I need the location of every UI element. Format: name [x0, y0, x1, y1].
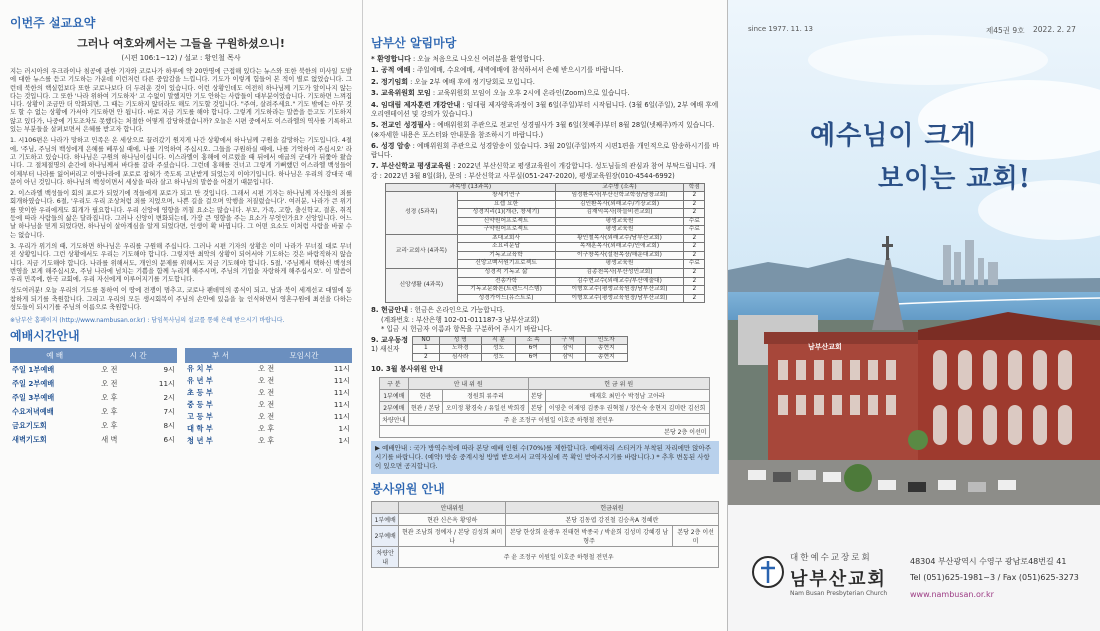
col-header: 헌금위원	[505, 501, 718, 513]
course-name: 기독교문화론(트렌드시스템)	[457, 286, 555, 295]
schedule-row	[10, 391, 177, 405]
schedule-cell: 초 등 부	[187, 388, 213, 398]
member-cell: 노하경	[439, 345, 481, 354]
volunteer-header: 봉사위원 안내	[371, 481, 445, 496]
member-cell: 성도	[481, 353, 516, 362]
schedule-cell: 오 후	[101, 407, 118, 417]
issue-number: 제45권 9호	[986, 26, 1025, 35]
notice-text: : 임대림 제자양육과정이 3월 6일(주일)부터 시작됩니다. (3월 6일(주일), 2부 예배 후에 오리엔테이션 및 강의가 있습니다.)	[371, 100, 719, 119]
volunteer-guides: 현관 조남희 정예자 / 본당 김성희 최미나	[399, 525, 506, 546]
worship-table	[10, 348, 177, 447]
course-credit: 2	[684, 234, 705, 243]
notice-item	[371, 78, 719, 87]
notice-num: 7. 부산신학교 평생교육원	[371, 162, 452, 171]
volunteer-row	[372, 513, 719, 525]
volunteer-extra: 본당 2층 이선미	[673, 525, 719, 546]
schedule-cell: 오 후	[258, 436, 275, 446]
course-group: 성경 (5과목)	[386, 192, 458, 235]
service-row	[380, 413, 710, 425]
footer-bg	[728, 505, 1100, 631]
col-header: NO	[413, 336, 440, 345]
course-name: 성경가이드(유스트로)	[457, 294, 555, 303]
schedule-cell: 수요저녁예배	[12, 407, 54, 417]
sermon-title: 그러나 여호와께서는 그들을 구원하셨으니!	[77, 37, 285, 50]
volunteer-service: 차량안내	[372, 546, 399, 567]
course-row	[386, 269, 705, 278]
course-name: 성경지리(1)(개관, 창세기)	[457, 209, 555, 218]
col-header: 교수명 (소속)	[555, 183, 684, 192]
issue-date: 2022. 2. 27	[1033, 25, 1076, 34]
volunteer-drivers: 주 윤 조정구 이원일 이호준 하형철 전민우	[399, 546, 719, 567]
service-cell: 주 윤 조정구 이원일 이호준 하형철 전민우	[408, 413, 709, 425]
schedule-cell: 오 전	[258, 388, 275, 398]
schedule-cell: 1시	[338, 436, 350, 446]
schedule-cell: 오 전	[258, 364, 275, 374]
schedule-cell: 오 전	[258, 412, 275, 422]
col-header: 인도자	[585, 336, 627, 345]
phone-fax: Tel (051)625-1981~3 / Fax (051)625-3273	[910, 573, 1079, 582]
service-cell: 1부예배	[380, 389, 409, 401]
cover-page	[727, 0, 1100, 631]
offering-notice	[371, 306, 719, 334]
since-date: since 1977. 11. 13	[748, 25, 813, 33]
course-professor: 평생교육원	[555, 226, 684, 235]
notice-num: 1. 공적 예배	[371, 66, 411, 75]
member-cell: 6여	[516, 345, 551, 354]
course-name: 초대교회사	[457, 234, 555, 243]
col-header: 학점	[684, 183, 705, 192]
notice-num: 8. 현금안내	[371, 306, 409, 315]
course-professor: 황인철목사(외래교수/남부산교회)	[555, 234, 684, 243]
schedule-row	[185, 411, 352, 423]
worship-header: 예배시간안내	[10, 329, 80, 344]
worship-announcement: ▶ 예배안내 : 국가 방역수칙에 따라 본당 예배 인원 수(70%)를 제한합니다. 예배자리 스티커가 부착된 자리에만 앉아주시기를 바랍니다. (예약) 방송 중계시청 방법 받으셔서 교역자실에 꼭 확인 받아주시기를 바랍니다.) * 추후 변동된 사항이 있으면 공지합니다.	[371, 441, 719, 474]
sermon-paragraph: 성도여러분! 오늘 우리의 기도를 통하여 이 땅에 전쟁이 멈추고, 코로나 팬데믹의 종식이 되고, 남과 북이 세계선교 대열에 동참하게 되기를 축원합니다. 그리고 우리의 모든 생시회복이 주님의 손안에 있음을 늘 인식하면서 영혼구원에 최선을 다하는 성도들이 되시기를 주님의 이름으로 축원합니다.	[10, 287, 352, 312]
service-extra: 본당 2층 이선미	[380, 425, 710, 437]
schedule-cell: 11시	[158, 379, 175, 389]
church-name: 남부산교회	[790, 569, 887, 590]
col-header: 직 분	[481, 336, 516, 345]
col-header: 안 내 위 원	[408, 377, 528, 389]
member-cell: 2	[413, 353, 440, 362]
homepage-note: ※남부산 홈페이지 (http://www.nambusan.or.kr) : 담임목사님의 설교를 통해 은혜 받으시기 바랍니다.	[10, 317, 285, 325]
schedule-cell: 1시	[338, 424, 350, 434]
member-cell: 삼익	[551, 345, 586, 354]
service-cell: 현관 / 본당	[408, 401, 443, 413]
schedule-cell: 주일 2부예배	[12, 379, 55, 389]
schedule-row	[185, 399, 352, 411]
course-credit: 2	[684, 286, 705, 295]
volunteer-row	[372, 546, 719, 567]
member-row	[413, 353, 628, 362]
schedule-row	[10, 419, 177, 433]
schedule-cell: 청 년 부	[187, 436, 213, 446]
notice-item	[371, 101, 719, 119]
sermon-paragraph: 3. 우리가 위기의 때, 기도하면 하나님은 우리를 구원해 주십니다. 그러나 시편 기자의 상황은 이미 나라가 무너질 대로 무너진 상황입니다. 그런 상황에서도 우리는 기도해야 합니다. 그렇지만 최악의 상황이 되어서야 기도하는 것은 바람직하지 않습니다. 지금 기도해야 합니다. 나라를 위해서도, 개인의 문제를 위해서도 지금 기도해야 합니다. 5절, '주님께서 택하신 백성의 번영을 보게 해주십시오, 주님 나라에 넘치는 기쁨을 함께 누리게 해주시며, 주님의 기업을 자랑하게 해주십시오'. 이 말씀이 우리 민족에, 한국 교회에, 우리 자신에게 이루어지기를 기도합니다.	[10, 242, 352, 284]
course-credit: 2	[684, 192, 705, 201]
volunteer-table	[379, 377, 710, 438]
service-cell: 정원희 류주리	[443, 389, 529, 401]
notice-text: : 오늘 처음으로 나오신 여러분을 환영합니다.	[410, 55, 545, 63]
member-news-label: 9. 교우동정 1) 새신자	[371, 335, 409, 354]
schedule-cell: 오 후	[258, 424, 275, 434]
col-header: 예 배	[10, 348, 99, 363]
cloud	[808, 35, 1048, 85]
course-name: 신약원어프로젝트	[457, 217, 555, 226]
schedule-row	[185, 375, 352, 387]
notice-text: : 2022년 부산신학교 평생교육원이 개강합니다. 성도님들의 관심과 참여 부탁드립니다. 개강 : 2022년 3월 8일(화), 문의 : 부산신학교 사무실(051-247-2020), 평생교육원장(010-4544-6992)	[371, 162, 716, 180]
schedule-row	[185, 423, 352, 435]
notice-text: : 헌금은 온라인으로 가능합니다.	[408, 306, 505, 315]
schedule-cell: 유 년 부	[187, 376, 213, 386]
service-cell: 본당	[528, 401, 545, 413]
course-professor: 목재훈목사(외래교수/인애교회)	[555, 243, 684, 252]
notice-item	[371, 142, 719, 160]
notice-text: : 주일예배, 수요예배, 새벽예배에 참석하셔서 은혜 받으시기를 바랍니다.	[410, 66, 624, 75]
schedule-row	[10, 363, 177, 377]
notice-item	[371, 89, 719, 98]
sermon-subtitle: (시편 106:1~12) / 설교 : 황인철 목사	[121, 54, 241, 62]
service-cell: 배재호 최민수 박정남 고아라	[545, 389, 709, 401]
course-credit: 2	[684, 269, 705, 278]
member-cell: 심사라	[439, 353, 481, 362]
course-name: 성경적 기독교 삶	[457, 269, 555, 278]
service-cell: 차량안내	[380, 413, 409, 425]
course-group: 교리·교회사 (4과목)	[386, 234, 458, 268]
col-header: 헌 금 위 원	[528, 377, 709, 389]
schedule-cell: 오 전	[101, 379, 118, 389]
notice-text: : 예배위원회 주관으로 성경암송이 있습니다. 3월 20일(주일)까지 시편1편을 개인적으로 암송하시기를 바랍니다.	[371, 141, 719, 160]
building-sign: 남부산교회	[808, 343, 842, 351]
account-number: (계좌번호 : 부산은행 102-01-011187-3 남부산교회)	[381, 315, 540, 324]
course-group: 신앙생활 (4과목)	[386, 269, 458, 303]
schedule-cell: 11시	[333, 364, 350, 374]
schedule-cell: 고 등 부	[187, 412, 213, 422]
volunteer-offering: 본당 한상희 윤광우 진태현 박종국 / 박윤희 김성미 강혜경 남형주	[505, 525, 672, 546]
schedule-cell: 11시	[333, 376, 350, 386]
schedule-cell: 7시	[163, 407, 175, 417]
col-header: 모임시간	[256, 348, 352, 363]
notice-item	[371, 162, 719, 180]
notice-text: : 교육위원회 모임이 오늘 오후 2시에 온라인(Zoom)으로 있습니다.	[430, 89, 630, 98]
schedule-cell: 대 학 부	[187, 424, 213, 434]
member-cell: 송현지	[585, 353, 627, 362]
schedule-cell: 9시	[163, 365, 175, 375]
notice-num: 6. 성경 암송	[371, 141, 411, 150]
tree	[908, 430, 928, 450]
course-table	[385, 183, 705, 303]
notice-text: : 오늘 2부 예배 후에 정기당회로 모입니다.	[408, 77, 535, 86]
schedule-cell: 6시	[163, 435, 175, 445]
notice-text: * 입금 시 헌금자 이름과 항목을 구분하여 주시기 바랍니다.	[381, 324, 553, 333]
schedule-cell: 오 후	[101, 421, 118, 431]
course-professor: 김인환목사(외래교수/기장교회)	[555, 200, 684, 209]
sermon-paragraph: 2. 이스라엘 백성들이 회의 포로가 되었기에 적들에게 포로가 되고 만 것입니다. 그래서 시편 기자는 하나님께 자신들의 죄를 회개하였습니다. 6절, '우리도 우리 조상처럼 죄를 지었으며, 나쁜 길을 걸으며 악행을 저질렀습니다'. 여러분, 나라가 큰 위기를 맞이한 우리에게도 회개가 필요합니다. 우리 신앙에 영향을 끼칠 요소는 많습니다. 부모, 가족, 고향, 출신학교, 결혼, 취직 등에 따라 사람들의 삶은 달라집니다. 그러나 신앙이 변화되는데, 가장 큰 영향을 주는 요소가 무엇인가요? 신앙입니다. 어느 날 하나님을 믿게 되었다면, 하나님이 살아계심을 알게 되었다면, 인생이 확 바뀝니다. 그 어떤 요소도 이처럼 사람을 바꿀 수는 없습니다.	[10, 190, 352, 239]
course-credit: 2	[684, 251, 705, 260]
service-cell: 2부예배	[380, 401, 409, 413]
course-professor: 평생교육원	[555, 217, 684, 226]
schedule-cell: 오 전	[101, 365, 118, 375]
schedule-cell: 새 벽	[101, 435, 118, 445]
website-link[interactable]: www.nambusan.or.kr	[910, 590, 994, 599]
service-cell: 본당	[528, 389, 545, 401]
course-credit: 수료	[684, 226, 705, 235]
schedule-row	[10, 405, 177, 419]
course-row	[386, 234, 705, 243]
schedule-cell: 2시	[163, 393, 175, 403]
notice-text: : 예배위원회 주관으로 전교인 성경필사가 3월 6일(첫째주)부터 8월 28일(넷째주)까지 있습니다. (※자세한 내용은 포스터와 안내문을 참조하시기 바랍니다.)	[371, 121, 715, 139]
service-row	[380, 389, 710, 401]
sermon-paragraph: 1. 시106편은 나라가 망하고 민족은 온 세상으로 끌려갔기 원지게 나간 상황에서 하나님께 구원을 갈망하는 기도입니다. 4절에, '주님, 주님의 백성에게 은혜를 베푸실 때에, 나를 기억하여 주십시오. 그들을 구원하실 때에, 나를 기억하여 주십시오' 라고 기도하고 있습니다. 하나님은 구원의 하나님이십니다. 이스라엘이 홍해에 이르렀을 때 뒤에서 애굽의 군대가 뒤쫓아 왔습니다. 그 절체절명의 순간에 하나님께서 바다를 갈라 주셨습니다. 그런데 홍해를 건너고 그렇게 기뻐했던 이스라엘 백성들이 이제부터 나라를 잃어버리고 이방나라에 포로로 잡혀가 죽도록 고난받게 되었는지 이야기입니다. 하나님은 우리의 강대국 때문이 아닌 것입니다. 하나님의 백성이면서 세상을 따라 살고 하나님의 말씀을 어겼기 때문입니다.	[10, 137, 352, 186]
course-professor: 이형호교수(평생교육원장/남부산교회)	[555, 294, 684, 303]
notice-num: 3. 교육위원회 모임	[371, 89, 431, 98]
notice-item	[371, 66, 719, 75]
notice-item	[371, 55, 719, 64]
course-name: 소요리문답	[457, 243, 555, 252]
denomination: 대한예수교장로회	[790, 553, 872, 563]
notice-num: 5. 전교인 성경필사	[371, 121, 431, 130]
notice-num: 2. 정기임회	[371, 77, 409, 86]
course-credit: 2	[684, 294, 705, 303]
schedule-cell: 오 전	[258, 400, 275, 410]
schedule-cell: 11시	[333, 400, 350, 410]
service-cell: 현관	[408, 389, 443, 401]
col-header: 안내위원	[399, 501, 506, 513]
member-cell: 6여	[516, 353, 551, 362]
course-name: 요셉 요한	[457, 200, 555, 209]
member-cell: 성도	[481, 345, 516, 354]
schedule-cell: 11시	[333, 388, 350, 398]
course-professor: 이구창목사(설천목장/해운대교회)	[555, 251, 684, 260]
member-news	[371, 336, 719, 363]
course-credit: 2	[684, 243, 705, 252]
member-cell: 송현지	[585, 345, 627, 354]
cover-art	[728, 0, 1100, 631]
col-header: 성 명	[439, 336, 481, 345]
col-header: 과목명 (13과목)	[386, 183, 556, 192]
course-professor: 평생교육원	[555, 260, 684, 269]
tree	[844, 464, 872, 492]
notice-num: * 환영합니다	[371, 55, 411, 63]
volunteer-offering: 본당 김동엽 강진철 김승옥A 정혜란	[505, 513, 718, 525]
course-credit: 2	[684, 277, 705, 286]
service-cell: 이영춘 이재영 김종우 권혁철 / 장은숙 송현지 김미란 김선희	[545, 401, 709, 413]
sermon-header: 이번주 설교요약	[10, 16, 96, 30]
member-table	[412, 336, 628, 363]
course-credit: 수료	[684, 260, 705, 269]
course-name: 기독교교육학	[457, 251, 555, 260]
schedule-cell: 주일 1부예배	[12, 365, 55, 375]
volunteer-service: 2부예배	[372, 525, 399, 546]
course-professor: 김종천목사(부산성민교회)	[555, 269, 684, 278]
course-name: 신앙고백서원기프로젝트	[457, 260, 555, 269]
volunteer-notice-title: 10. 3월 봉사위원 안내	[371, 365, 443, 374]
col-header: 소 속	[516, 336, 551, 345]
member-row	[413, 345, 628, 354]
col-header: 구 분	[380, 377, 409, 389]
schedule-cell: 주일 3부예배	[12, 393, 55, 403]
schedule-row	[10, 433, 177, 447]
course-credit: 수료	[684, 217, 705, 226]
course-professor: 김재익목사(하늘비전교회)	[555, 209, 684, 218]
member-cell: 1	[413, 345, 440, 354]
course-row	[386, 192, 705, 201]
sermon-page	[0, 0, 362, 631]
notice-list	[371, 55, 719, 181]
sermon-paragraph: 지는 러시아의 우크라이나 침공에 관한 기자와 코로나가 하루에 약 20만명에 근접해 있다는 뉴스와 또한 북한의 미사일 도발에 대한 뉴스를 듣고 기도하는 가운데 이런저런 다른 중압감을 느낍니다. 기도가 이렇게 힘들어 본 적이 별로 없었습니다. 그런데 북한의 핵실험보다 또한 코로나보다 더 두려운 것이 있습니다. 이런 상황인데도 여전히 하나님께 기도가 앞이나지 않는다는 것입니다. 그 또한 '나라 위하여 기도하자' 고 수없이 말했지만 기도 안하는 사람들이 대부분이었습니다. 기도하면 느껴집니다. 상황이 조금만 더 악화되면, 그 때는 기도하지 않더라도 해도 기도할 것입니다. "주여, 살려주세요." 기도 밖에는 아무 것도 할 수 없는 상황에 가서야 기도하면 안 됩니다. 바로 지금 기도를 해야 합니다. 그렇게 기도하라는 말씀을 듣고도 기도하지 않고 있다가, 나중에 기도조차도 못했다는 처절한 어떻게 감당하겠습니까? 오늘은 시편 중에서도 이스라엘의 역사를 기록하고 있는 부분들을 살펴보면서 은혜를 받고자 합니다.	[10, 68, 352, 134]
schedule-cell: 8시	[163, 421, 175, 431]
volunteer-row	[372, 525, 719, 546]
volunteer-summary-table	[371, 501, 719, 568]
schedule-cell: 중 등 부	[187, 400, 213, 410]
member-cell: 삼익	[551, 353, 586, 362]
schedule-row	[185, 363, 352, 375]
course-professor: 임정환목사(부산신학교학장/남창교회)	[555, 192, 684, 201]
course-credit: 2	[684, 200, 705, 209]
volunteer-service: 1부예배	[372, 513, 399, 525]
notice-page	[362, 0, 727, 631]
notices-header: 남부산 알림마당	[371, 36, 457, 50]
schedule-cell: 오 후	[101, 393, 118, 403]
worship-schedule	[10, 348, 352, 447]
notice-num: 4. 임대림 제자훈련 개강안내	[371, 100, 461, 109]
col-header: 시 간	[99, 348, 177, 363]
schedule-cell: 새벽기도회	[12, 435, 47, 445]
course-professor: 이형호교수(평생교육원장/남부산교회)	[555, 286, 684, 295]
schedule-cell: 금요기도회	[12, 421, 47, 431]
volunteer-guides: 현관 신은옥 황영하	[399, 513, 506, 525]
course-credit: 2	[684, 209, 705, 218]
schedule-row	[185, 435, 352, 447]
service-cell: 오미정 황경숙 / 유일선 박희경	[443, 401, 529, 413]
department-table	[185, 348, 352, 447]
service-row	[380, 401, 710, 413]
schedule-cell: 유 치 부	[187, 364, 213, 374]
service-row	[380, 425, 710, 437]
slogan-line2: 보이는 교회!	[878, 164, 1032, 194]
course-name: 창세기연구	[457, 192, 555, 201]
slogan-line1: 예수님이 크게	[810, 121, 977, 151]
schedule-row	[185, 387, 352, 399]
address: 48304 부산광역시 수영구 광남로48번길 41	[910, 557, 1067, 566]
course-name: 전송가학	[457, 277, 555, 286]
course-professor: 김수현교수(외래교수/부산예술대)	[555, 277, 684, 286]
col-header: 구 역	[551, 336, 586, 345]
notice-item	[371, 121, 719, 139]
schedule-cell: 오 전	[258, 376, 275, 386]
church-english-name: Nam Busan Presbyterian Church	[790, 590, 888, 597]
schedule-row	[10, 377, 177, 391]
course-name: 구약원어프로젝트	[457, 226, 555, 235]
col-header: 부 서	[185, 348, 256, 363]
schedule-cell: 11시	[333, 412, 350, 422]
